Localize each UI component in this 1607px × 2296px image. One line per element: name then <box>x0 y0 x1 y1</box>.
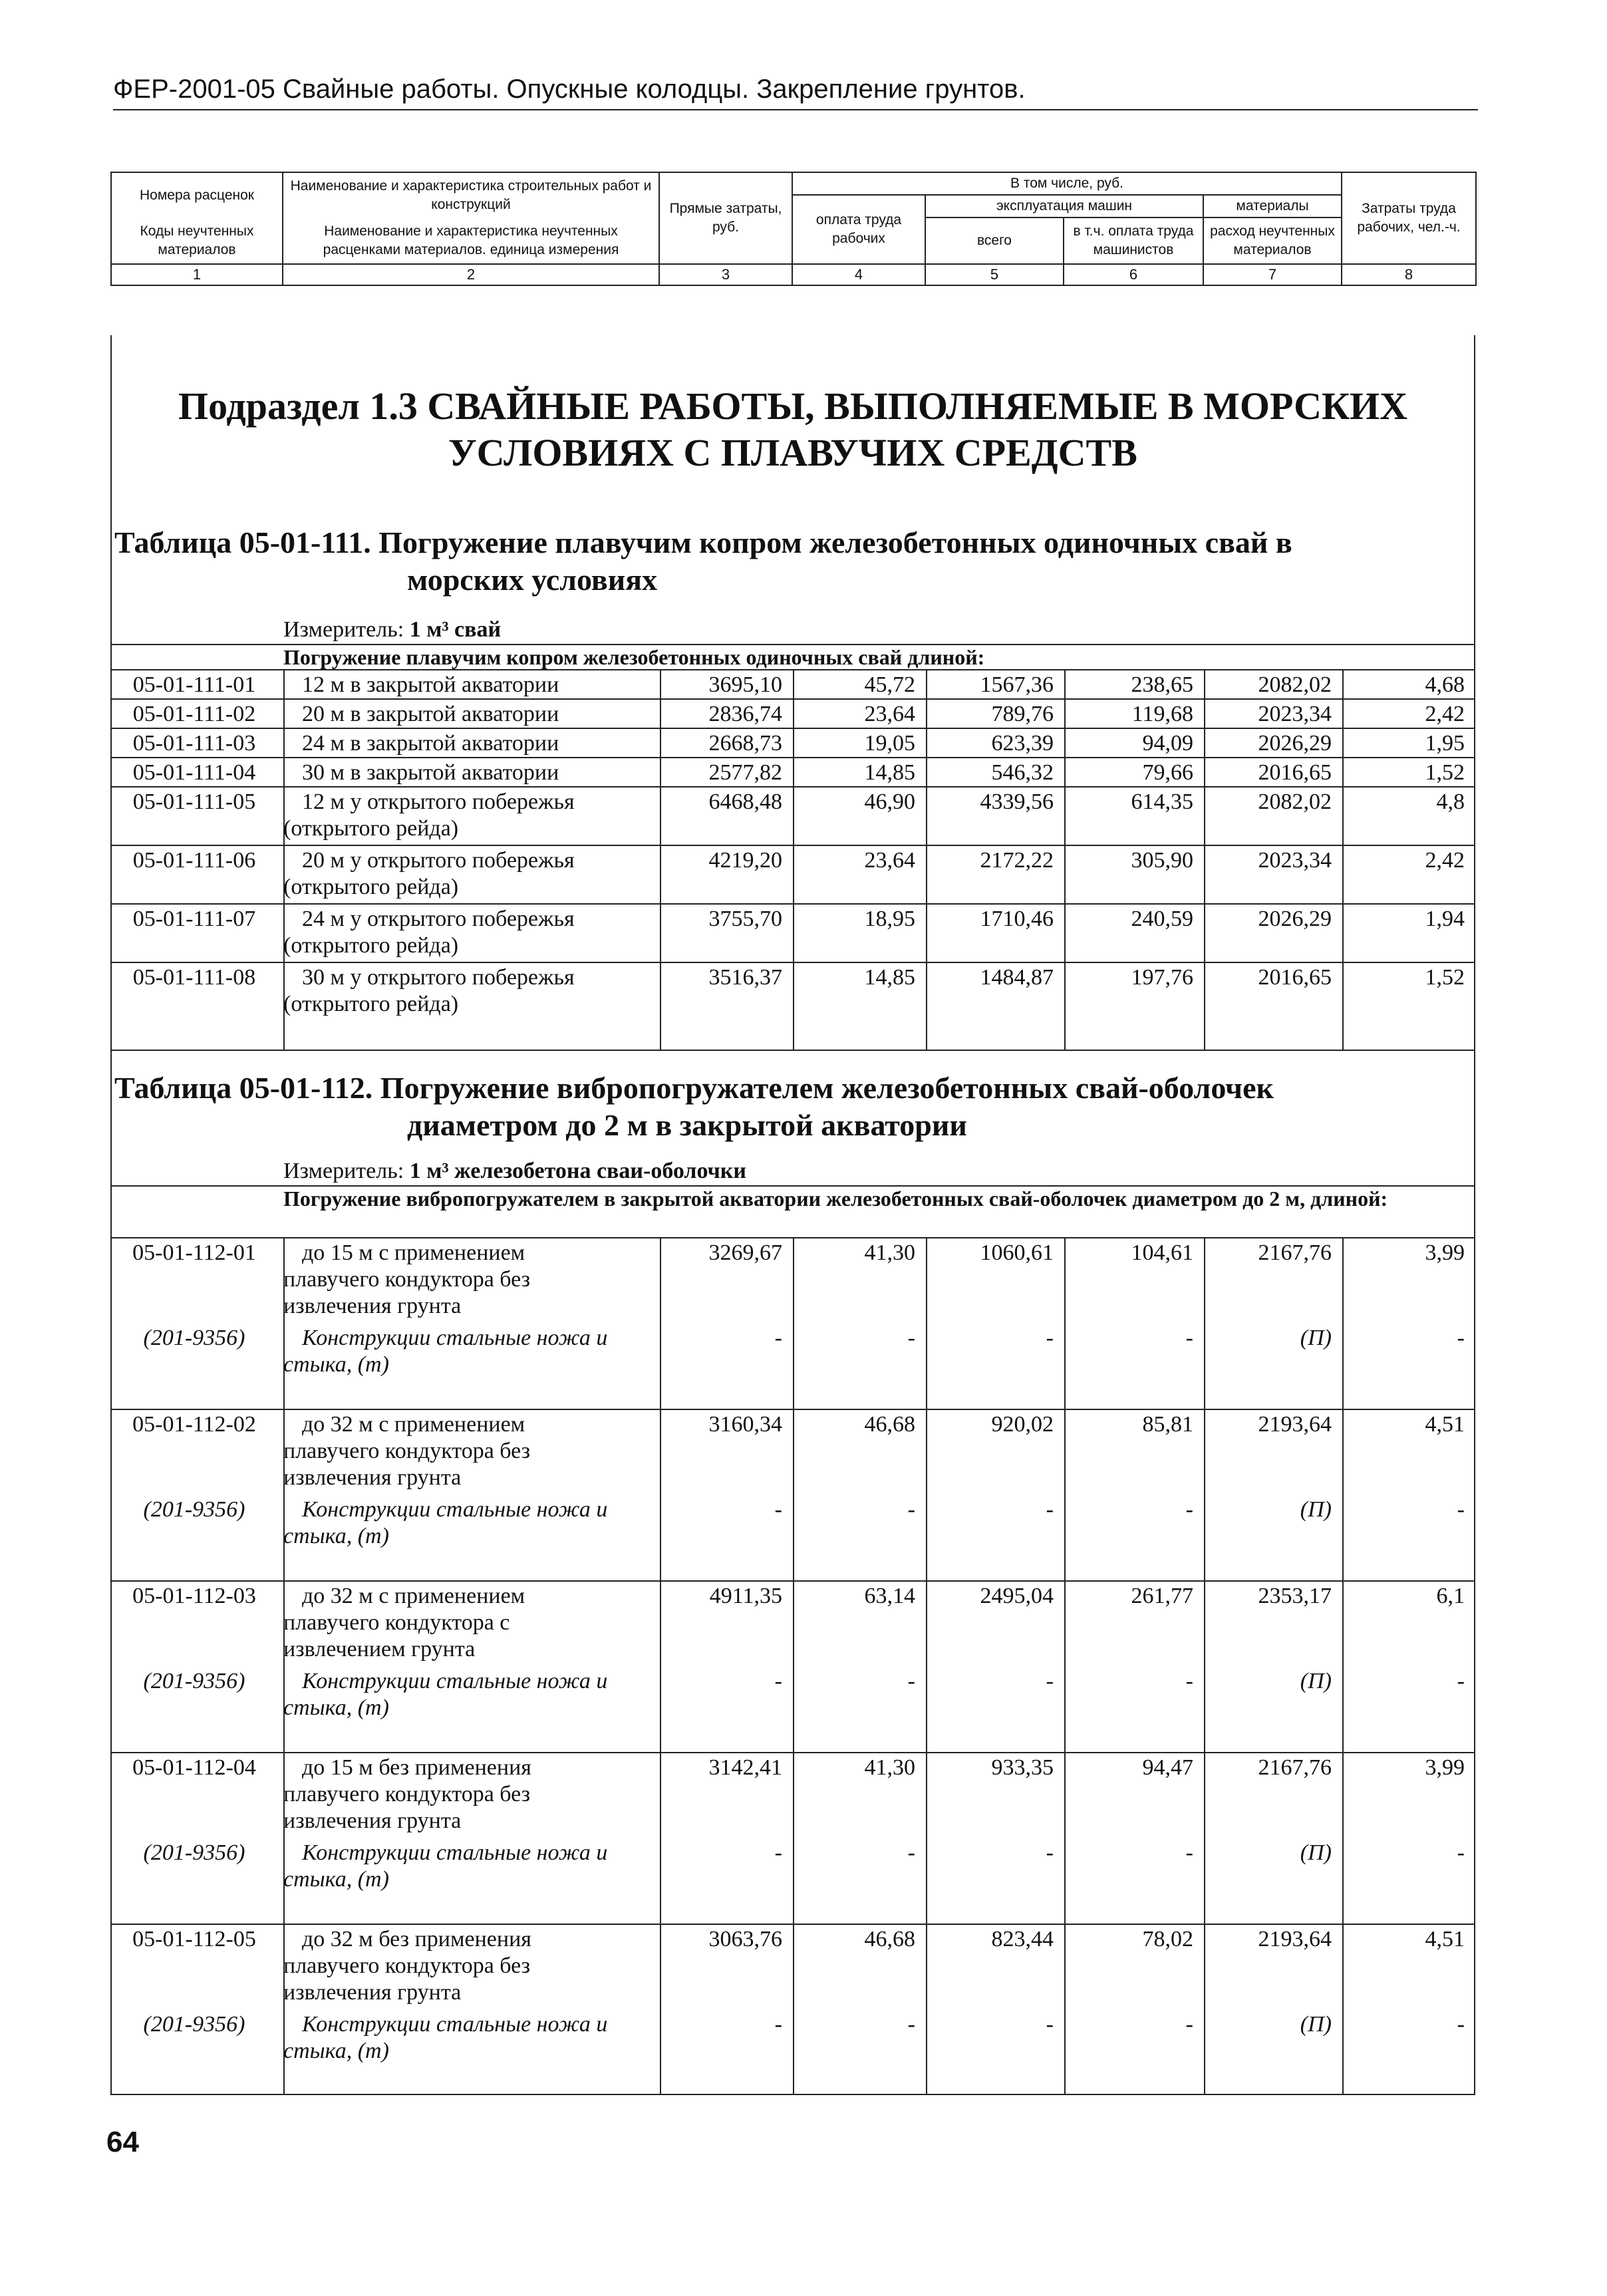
table-112-title-line2: диаметром до 2 м в закрытой акватории <box>407 1108 967 1142</box>
column-number: 3 <box>659 264 792 285</box>
column-number: 4 <box>792 264 925 285</box>
section-title: Подраздел 1.3 СВАЙНЫЕ РАБОТЫ, ВЫПОЛНЯЕМЫЕ В МОРСКИХ УСЛОВИЯХ С ПЛАВУЧИХ СРЕДСТВ <box>178 384 1408 474</box>
value-col8: 4,51 <box>1425 1412 1465 1437</box>
value-col8: 1,52 <box>1425 965 1465 990</box>
value-col6: 94,09 <box>1142 731 1193 756</box>
value-col5: 546,32 <box>991 760 1054 785</box>
material-code: (201-9356) <box>143 1840 245 1865</box>
rate-name: извлечения грунта <box>283 1808 462 1833</box>
material-name: стыка, (т) <box>283 1867 389 1892</box>
measure-prefix: Измеритель: <box>283 1159 410 1183</box>
value-col7: 2353,17 <box>1258 1584 1332 1608</box>
material-value-col8: - <box>1457 1326 1465 1350</box>
material-name: стыка, (т) <box>283 1524 389 1548</box>
value-col8: 4,8 <box>1436 789 1465 814</box>
rate-code: 05-01-111-08 <box>132 965 256 990</box>
value-col3: 2577,82 <box>708 760 782 785</box>
value-col4: 46,90 <box>864 789 915 814</box>
value-col3: 3755,70 <box>708 907 782 931</box>
material-value-col5: - <box>1046 2012 1054 2037</box>
value-col5: 2495,04 <box>980 1584 1054 1608</box>
rate-name: извлечения грунта <box>283 1465 462 1490</box>
value-col3: 6468,48 <box>708 789 782 814</box>
page-number: 64 <box>106 2126 139 2158</box>
material-name: Конструкции стальные ножа и <box>302 1669 608 1693</box>
table-row <box>112 903 1474 963</box>
value-col3: 3160,34 <box>708 1412 782 1437</box>
rate-name: 24 м у открытого побережья <box>302 907 575 931</box>
material-value-col7: (П) <box>1300 1326 1332 1350</box>
value-col5: 1710,46 <box>980 907 1054 931</box>
table-row <box>112 698 1474 729</box>
rate-name: плавучего кондуктора без <box>283 1439 531 1463</box>
rate-name: плавучего кондуктора без <box>283 1953 531 1978</box>
value-col8: 1,94 <box>1425 907 1465 931</box>
value-col3: 2836,74 <box>708 702 782 726</box>
value-col8: 3,99 <box>1425 1755 1465 1780</box>
material-value-col3: - <box>774 1326 782 1350</box>
table-row <box>112 1580 1474 1753</box>
table-row <box>112 845 1474 905</box>
value-col8: 1,52 <box>1425 760 1465 785</box>
rate-code: 05-01-112-03 <box>132 1584 256 1608</box>
header-col8: Затраты труда рабочих, чел.-ч. <box>1342 172 1476 264</box>
header-machines: эксплуатация машин <box>925 195 1203 217</box>
header-col3: Прямые затраты, руб. <box>659 172 792 264</box>
rate-name: 30 м у открытого побережья <box>302 965 575 990</box>
material-name: стыка, (т) <box>283 2039 389 2063</box>
material-value-col6: - <box>1185 1326 1193 1350</box>
material-value-col5: - <box>1046 1840 1054 1865</box>
rate-name: извлечения грунта <box>283 1980 462 2005</box>
material-name: Конструкции стальные ножа и <box>302 1497 608 1522</box>
value-col8: 4,51 <box>1425 1927 1465 1951</box>
header-col2-top: Наименование и характеристика строительных работ и конструкций <box>283 172 659 217</box>
material-value-col7: (П) <box>1300 1669 1332 1693</box>
rate-name: 20 м в закрытой акватории <box>302 702 559 726</box>
value-col7: 2023,34 <box>1258 848 1332 873</box>
rate-name: 12 м у открытого побережья <box>302 789 575 814</box>
material-value-col8: - <box>1457 2012 1465 2037</box>
value-col4: 41,30 <box>864 1755 915 1780</box>
value-col7: 2016,65 <box>1258 965 1332 990</box>
table-111-title-line2: морских условиях <box>407 563 658 597</box>
header-col7: расход неучтенных материалов <box>1203 217 1342 264</box>
material-value-col5: - <box>1046 1669 1054 1693</box>
header-col1-top: Номера расценок <box>111 172 283 217</box>
table-row <box>112 1924 1474 2096</box>
table-row <box>112 1752 1474 1925</box>
value-col6: 85,81 <box>1142 1412 1193 1437</box>
value-col7: 2026,29 <box>1258 731 1332 756</box>
table-112-group-caption: Погружение вибропогружателем в закрытой акватории железобетонных свай-оболочек диаметром до 2 м, длиной: <box>283 1187 1388 1211</box>
value-col4: 18,95 <box>864 907 915 931</box>
column-number: 8 <box>1342 264 1476 285</box>
table-111-grid <box>112 669 1474 1050</box>
material-value-col3: - <box>774 1669 782 1693</box>
measure-value: 1 м³ железобетона сваи-оболочки <box>409 1159 746 1183</box>
value-col7: 2026,29 <box>1258 907 1332 931</box>
material-value-col3: - <box>774 2012 782 2037</box>
column-header-table <box>110 172 1477 286</box>
value-col5: 933,35 <box>991 1755 1054 1780</box>
value-col3: 4219,20 <box>708 848 782 873</box>
value-col3: 3695,10 <box>708 672 782 697</box>
header-in-total: В том числе, руб. <box>792 172 1342 195</box>
material-value-col4: - <box>907 1669 915 1693</box>
value-col6: 197,76 <box>1131 965 1193 990</box>
material-code: (201-9356) <box>143 1497 245 1522</box>
material-value-col8: - <box>1457 1669 1465 1693</box>
table-row <box>112 786 1474 846</box>
material-value-col4: - <box>907 1497 915 1522</box>
material-value-col3: - <box>774 1840 782 1865</box>
value-col3: 3142,41 <box>708 1755 782 1780</box>
value-col8: 6,1 <box>1436 1584 1465 1608</box>
rate-name: плавучего кондуктора без <box>283 1782 531 1806</box>
table-row <box>112 728 1474 758</box>
table-row <box>112 1409 1474 1582</box>
value-col4: 45,72 <box>864 672 915 697</box>
material-value-col6: - <box>1185 1840 1193 1865</box>
measure-prefix: Измеритель: <box>283 617 410 642</box>
material-value-col6: - <box>1185 2012 1193 2037</box>
value-col5: 920,02 <box>991 1412 1054 1437</box>
value-col5: 1567,36 <box>980 672 1054 697</box>
value-col4: 41,30 <box>864 1240 915 1265</box>
running-header: ФЕР-2001-05 Свайные работы. Опускные колодцы. Закрепление грунтов. <box>113 73 1478 110</box>
table-111-title-line1: Таблица 05-01-111. Погружение плавучим копром железобетонных одиночных свай в <box>114 525 1292 559</box>
value-col7: 2016,65 <box>1258 760 1332 785</box>
rate-code: 05-01-111-04 <box>132 760 256 785</box>
value-col3: 3063,76 <box>708 1927 782 1951</box>
column-number: 2 <box>283 264 659 285</box>
column-number: 6 <box>1064 264 1203 285</box>
value-col5: 2172,22 <box>980 848 1054 873</box>
rate-name: 12 м в закрытой акватории <box>302 672 559 697</box>
header-materials: материалы <box>1203 195 1342 217</box>
header-col4: оплата труда рабочих <box>792 195 925 264</box>
header-col1-bottom: Коды неучтенных материалов <box>111 217 283 264</box>
table-112-title <box>114 1070 1471 1144</box>
material-value-col6: - <box>1185 1497 1193 1522</box>
material-code: (201-9356) <box>143 2012 245 2037</box>
value-col4: 23,64 <box>864 848 915 873</box>
document-body <box>110 335 1475 2095</box>
rate-code: 05-01-112-05 <box>132 1927 256 1951</box>
column-number: 1 <box>111 264 283 285</box>
value-col6: 614,35 <box>1131 789 1193 814</box>
rate-name: 24 м в закрытой акватории <box>302 731 559 756</box>
value-col3: 3516,37 <box>708 965 782 990</box>
value-col7: 2023,34 <box>1258 702 1332 726</box>
rate-code: 05-01-111-03 <box>132 731 256 756</box>
material-name: стыка, (т) <box>283 1695 389 1720</box>
table-row <box>112 1237 1474 1410</box>
material-name: стыка, (т) <box>283 1352 389 1377</box>
rate-code: 05-01-111-06 <box>132 848 256 873</box>
rate-code: 05-01-111-07 <box>132 907 256 931</box>
value-col6: 240,59 <box>1131 907 1193 931</box>
rate-code: 05-01-112-01 <box>132 1240 256 1265</box>
material-value-col4: - <box>907 1326 915 1350</box>
table-row <box>112 757 1474 788</box>
value-col4: 19,05 <box>864 731 915 756</box>
rate-name-cont: (открытого рейда) <box>283 816 459 841</box>
value-col6: 119,68 <box>1131 702 1193 726</box>
value-col6: 305,90 <box>1131 848 1193 873</box>
value-col6: 104,61 <box>1131 1240 1193 1265</box>
header-col5: всего <box>925 217 1064 264</box>
value-col5: 623,39 <box>991 731 1054 756</box>
header-col2-bottom: Наименование и характеристика неучтенных расценками материалов. единица измерения <box>283 217 659 264</box>
value-col8: 2,42 <box>1425 702 1465 726</box>
material-code: (201-9356) <box>143 1326 245 1350</box>
value-col5: 1060,61 <box>980 1240 1054 1265</box>
column-number: 7 <box>1203 264 1342 285</box>
value-col8: 4,68 <box>1425 672 1465 697</box>
table-112-measure <box>283 1159 746 1184</box>
rate-code: 05-01-112-04 <box>132 1755 256 1780</box>
value-col4: 46,68 <box>864 1412 915 1437</box>
value-col7: 2167,76 <box>1258 1240 1332 1265</box>
rate-name-cont: (открытого рейда) <box>283 875 459 899</box>
material-value-col5: - <box>1046 1326 1054 1350</box>
value-col5: 823,44 <box>991 1927 1054 1951</box>
material-name: Конструкции стальные ножа и <box>302 1840 608 1865</box>
value-col4: 46,68 <box>864 1927 915 1951</box>
rate-code: 05-01-111-01 <box>132 672 256 697</box>
table-row <box>112 669 1474 700</box>
value-col6: 238,65 <box>1131 672 1193 697</box>
table-111-measure <box>283 617 501 643</box>
material-value-col4: - <box>907 1840 915 1865</box>
value-col3: 2668,73 <box>708 731 782 756</box>
rate-name: 30 м в закрытой акватории <box>302 760 559 785</box>
material-value-col5: - <box>1046 1497 1054 1522</box>
value-col7: 2167,76 <box>1258 1755 1332 1780</box>
value-col5: 789,76 <box>991 702 1054 726</box>
material-value-col8: - <box>1457 1497 1465 1522</box>
header-col6: в т.ч. оплата труда машинистов <box>1064 217 1203 264</box>
rate-name-cont: (открытого рейда) <box>283 992 459 1016</box>
rate-name: до 15 м с применением <box>302 1240 525 1265</box>
material-code: (201-9356) <box>143 1669 245 1693</box>
value-col4: 63,14 <box>864 1584 915 1608</box>
material-value-col7: (П) <box>1300 2012 1332 2037</box>
column-number: 5 <box>925 264 1064 285</box>
value-col5: 1484,87 <box>980 965 1054 990</box>
material-value-col7: (П) <box>1300 1497 1332 1522</box>
material-name: Конструкции стальные ножа и <box>302 2012 608 2037</box>
value-col8: 2,42 <box>1425 848 1465 873</box>
material-value-col7: (П) <box>1300 1840 1332 1865</box>
material-value-col3: - <box>774 1497 782 1522</box>
value-col3: 4911,35 <box>709 1584 782 1608</box>
material-name: Конструкции стальные ножа и <box>302 1326 608 1350</box>
rate-code: 05-01-111-02 <box>132 702 256 726</box>
rate-name: до 32 м с применением <box>302 1584 525 1608</box>
value-col4: 14,85 <box>864 965 915 990</box>
value-col7: 2193,64 <box>1258 1412 1332 1437</box>
value-col3: 3269,67 <box>708 1240 782 1265</box>
material-value-col4: - <box>907 2012 915 2037</box>
rate-name: извлечением грунта <box>283 1637 476 1661</box>
table-112-title-line1: Таблица 05-01-112. Погружение вибропогружателем железобетонных свай-оболочек <box>114 1071 1274 1105</box>
rate-name: плавучего кондуктора с <box>283 1610 510 1635</box>
rate-name: 20 м у открытого побережья <box>302 848 575 873</box>
rate-name: извлечения грунта <box>283 1294 462 1318</box>
value-col6: 79,66 <box>1142 760 1193 785</box>
divider <box>112 1050 1474 1051</box>
rate-name: до 15 м без применения <box>302 1755 531 1780</box>
value-col7: 2082,02 <box>1258 789 1332 814</box>
rate-name: до 32 м без применения <box>302 1927 531 1951</box>
value-col5: 4339,56 <box>980 789 1054 814</box>
value-col7: 2082,02 <box>1258 672 1332 697</box>
measure-value: 1 м³ свай <box>409 617 502 642</box>
rate-name: плавучего кондуктора без <box>283 1267 531 1292</box>
value-col7: 2193,64 <box>1258 1927 1332 1951</box>
value-col8: 1,95 <box>1425 731 1465 756</box>
table-112-grid <box>112 1237 1474 2095</box>
value-col6: 78,02 <box>1142 1927 1193 1951</box>
table-111-title <box>114 524 1471 599</box>
value-col4: 14,85 <box>864 760 915 785</box>
table-row <box>112 962 1474 1022</box>
rate-name-cont: (открытого рейда) <box>283 933 459 958</box>
rate-code: 05-01-112-02 <box>132 1412 256 1437</box>
value-col4: 23,64 <box>864 702 915 726</box>
material-value-col8: - <box>1457 1840 1465 1865</box>
material-value-col6: - <box>1185 1669 1193 1693</box>
value-col6: 261,77 <box>1131 1584 1193 1608</box>
rate-name: до 32 м с применением <box>302 1412 525 1437</box>
value-col8: 3,99 <box>1425 1240 1465 1265</box>
table-111-group-caption: Погружение плавучим копром железобетонных одиночных свай длиной: <box>283 645 985 669</box>
value-col6: 94,47 <box>1142 1755 1193 1780</box>
rate-code: 05-01-111-05 <box>132 789 256 814</box>
